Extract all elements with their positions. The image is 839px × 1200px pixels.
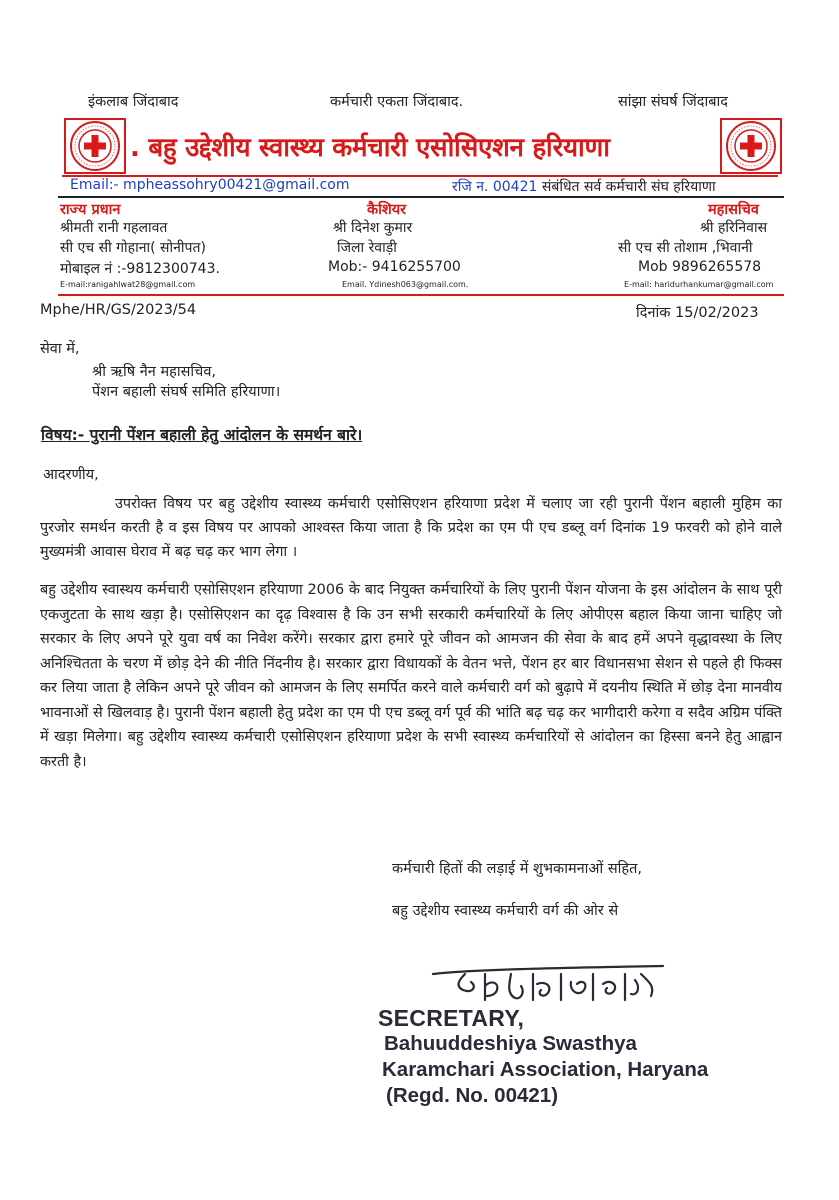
association-logo-left-icon (64, 118, 126, 174)
handwritten-signature (425, 960, 675, 1010)
president-name: श्रीमती रानी गहलावत (60, 220, 168, 236)
slogan-left: इंकलाब जिंदाबाद (88, 94, 179, 110)
slogan-center: कर्मचारी एकता जिंदाबाद. (330, 94, 464, 110)
stamp-line-2: Bahuuddeshiya Swasthya (384, 1032, 637, 1055)
secretary-phone: Mob 9896265578 (638, 259, 762, 275)
cashier-email: Email. Ydinesh063@gmail.com. (342, 280, 469, 289)
president-phone: मोबाइल नं :-9812300743. (60, 261, 220, 277)
secretary-name: श्री हरिनिवास (700, 220, 768, 236)
closing-line-1: कर्मचारी हितों की लड़ाई में शुभकामनाओं सहित, (392, 861, 642, 877)
association-email: Email:- mpheassohry00421@gmail.com (70, 177, 350, 193)
slogan-right: सांझा संघर्ष जिंदाबाद (618, 94, 728, 110)
salutation: आदरणीय, (43, 467, 99, 483)
body-paragraph-2: बहु उद्देशीय स्वास्थय कर्मचारी एसोसिएशन हरियाणा 2006 के बाद नियुक्त कर्मचारियों के लिए पुरानी पेंशन योजना के इस आंदोलन के साथ पूरी एकजुटता के साथ खड़ा है। एसोसिएशन का दृढ़ विश्वास है कि उन सभी सरकारी कर्मचारियों के लिए ओपीएस बहाल किया जाना चाहिए जो सरकार के लिए अपने पूरे युवा वर्ष का निवेश करेंगे। सरकार द्वारा हमारे पूरे जीवन को आमजन की सेवा के बाद हमें अपने वृद्धावस्था के लिए अनिश्चितता के चरण में छोड़ देने की नीति निंदनीय है। सरकार द्वारा विधायकों के वेतन भत्ते, पेंशन हर बार विधानसभा सेशन से पहले ही फिक्स कर लिया जाता है लेकिन अपने पूरे जीवन को आमजन के लिए समर्पित करने वाले कर्मचारी वर्ग को बुढ़ापे में दयनीय स्थिति में छोड़ देना मानवीय भावनाओं से खिलवाड़ है। पुरानी पेंशन बहाली हेतु प्रदेश का एम पी एच डब्लू वर्ग पूर्व की भांति बढ़ चढ़ कर भागीदारी करेगा व सदैव अग्रिम पंक्ति में खड़ा मिलेगा। बहु उद्देशीय स्वास्थ्य कर्मचारी एसोसिएशन हरियाणा प्रदेश के सभी स्वास्थ्य कर्मचारियों से आंदोलन का हिस्सा बनने हेतु आह्वान करती है। (40, 582, 782, 770)
letter-date: दिनांक 15/02/2023 (636, 305, 759, 321)
president-title: राज्य प्रधान (60, 202, 121, 218)
secretary-email: E-mail: haridurhankumar@gmail.com (624, 280, 774, 289)
cashier-title: कैशियर (367, 202, 407, 218)
to-line-1: सेवा में, (40, 341, 80, 357)
to-line-2: श्री ऋषि नैन महासचिव, (92, 364, 217, 380)
cashier-phone: Mob:- 9416255700 (328, 259, 461, 275)
stamp-line-3: Karamchari Association, Haryana (382, 1058, 709, 1081)
office-bearers-divider (58, 294, 784, 296)
secretary-stamp (378, 1005, 708, 1109)
registration-number: रजि न. 00421 (452, 179, 538, 195)
cashier-place: जिला रेवाड़ी (337, 240, 397, 256)
closing-line-2: बहु उद्देशीय स्वास्थ्य कर्मचारी वर्ग की ओर से (392, 903, 619, 919)
organization-title: . बहु उद्देशीय स्वास्थ्य कर्मचारी एसोसिएशन हरियाणा (130, 133, 610, 163)
secretary-place: सी एच सी तोशाम ,भिवानी (618, 240, 753, 256)
affiliation-text: संबंधित सर्व कर्मचारी संघ हरियाणा (541, 179, 716, 195)
cashier-name: श्री दिनेश कुमार (333, 220, 413, 236)
to-line-3: पेंशन बहाली संघर्ष समिति हरियाणा। (92, 384, 281, 400)
registration-line (452, 177, 716, 196)
body-paragraph-1: उपरोक्त विषय पर बहु उद्देशीय स्वास्थ्य कर्मचारी एसोसिएशन हरियाणा प्रदेश में चलाए जा रही पुरानी पेंशन बहाली मुहिम का पुरजोर समर्थन करती है व इस विषय पर आपको आश्वस्त किया जाता है कि प्रदेश का एम पी एच डब्लू वर्ग दिनांक 19 फरवरी को होने वाले मुख्यमंत्री आवास घेराव में बढ़ चढ़ कर भाग लेगा । (40, 496, 782, 560)
reference-number: Mphe/HR/GS/2023/54 (40, 302, 197, 318)
secretary-title: महासचिव (708, 202, 759, 218)
letter-subject: विषय:- पुरानी पेंशन बहाली हेतु आंदोलन के समर्थन बारे। (41, 426, 363, 444)
stamp-line-4: (Regd. No. 00421) (386, 1084, 559, 1107)
stamp-line-1: SECRETARY, (378, 1005, 525, 1031)
association-logo-right-icon (720, 118, 782, 174)
president-place: सी एच सी गोहाना( सोनीपत) (60, 240, 206, 256)
president-email: E-mail:ranigahlwat28@gmail.com (60, 280, 196, 289)
header-divider (58, 196, 784, 198)
